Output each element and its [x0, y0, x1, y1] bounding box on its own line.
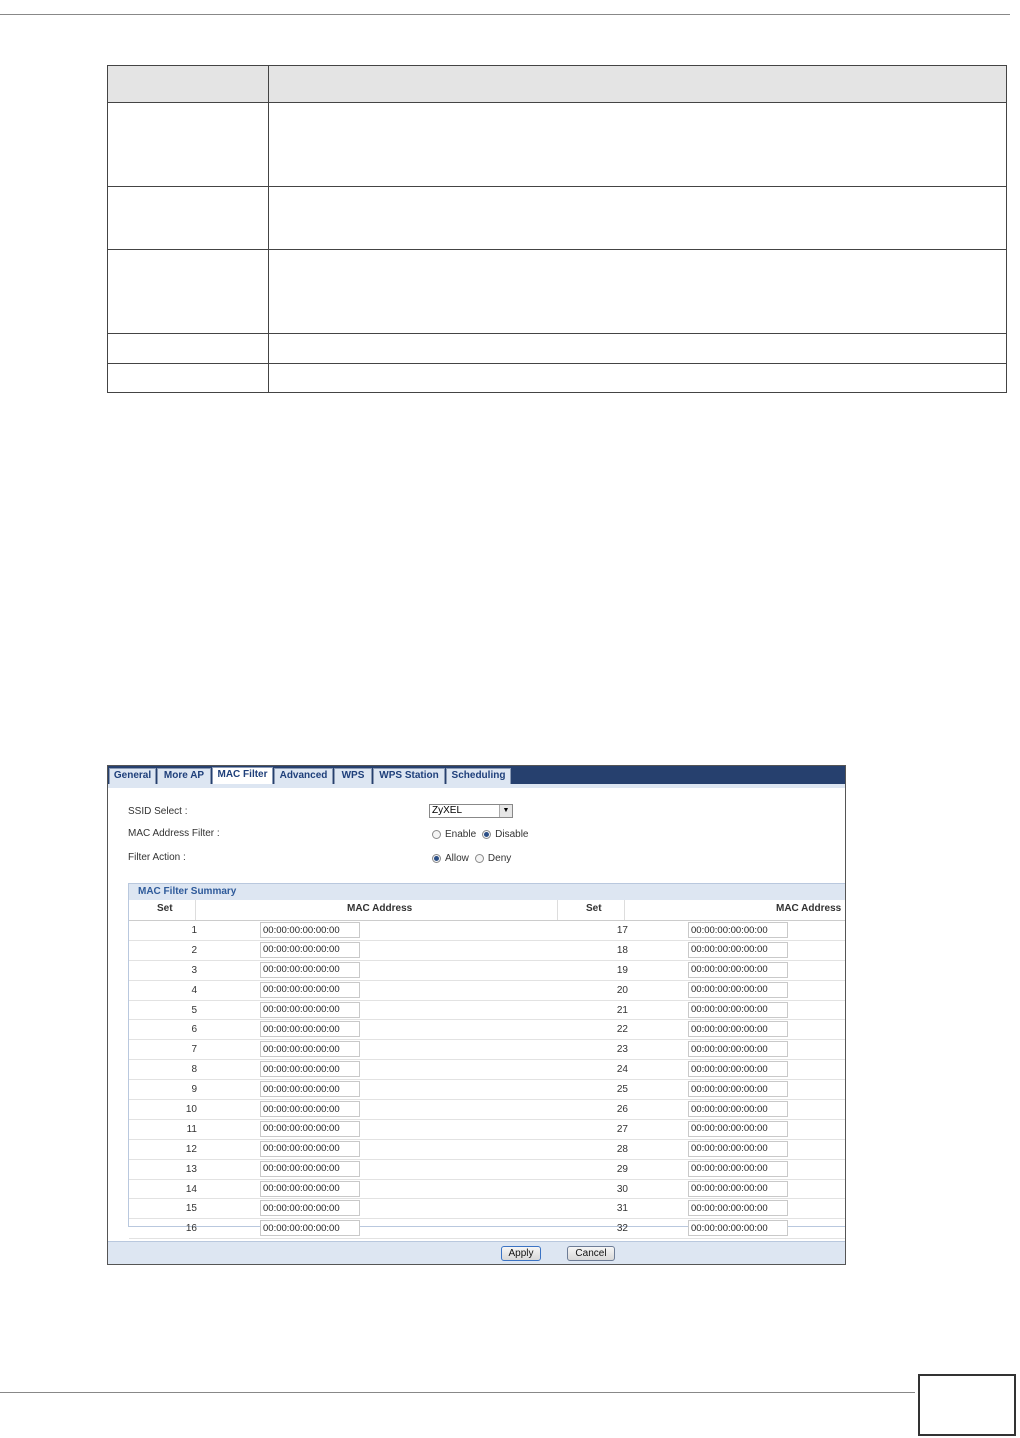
mac-address-input[interactable] [260, 1002, 360, 1018]
set-number: 2 [191, 944, 197, 956]
mac-address-input[interactable] [260, 962, 360, 978]
col-mac-right: MAC Address [776, 903, 842, 914]
table-row [129, 1219, 845, 1239]
filter-action-radio-group [432, 853, 517, 864]
set-number: 19 [616, 964, 628, 976]
footer-rule [0, 1392, 915, 1393]
table-row [129, 1060, 845, 1080]
mac-filter-summary [128, 883, 846, 1235]
table-row [108, 103, 1007, 187]
mac-address-input[interactable] [260, 1121, 360, 1137]
set-number: 12 [185, 1143, 197, 1155]
mac-address-input[interactable] [260, 1041, 360, 1057]
set-number: 11 [186, 1123, 197, 1135]
set-number: 3 [191, 964, 197, 976]
table-header-cell [269, 66, 1007, 103]
enable-radio[interactable] [432, 830, 441, 839]
mac-address-input[interactable] [688, 1021, 788, 1037]
filter-action-label: Filter Action : [128, 852, 186, 863]
mac-address-input[interactable] [260, 1181, 360, 1197]
table-row [129, 1199, 845, 1219]
mac-address-input[interactable] [688, 1161, 788, 1177]
mac-address-input[interactable] [688, 1181, 788, 1197]
deny-radio-label: Deny [487, 853, 512, 864]
set-number: 14 [185, 1183, 197, 1195]
mac-address-input[interactable] [688, 1200, 788, 1216]
set-number: 29 [616, 1163, 628, 1175]
tab-general[interactable]: General [109, 768, 156, 784]
mac-address-input[interactable] [688, 1141, 788, 1157]
table-row [129, 941, 845, 961]
tab-scheduling[interactable]: Scheduling [446, 768, 511, 784]
col-set-left: Set [157, 903, 173, 914]
table-header-cell [108, 66, 269, 103]
mac-address-input[interactable] [688, 1081, 788, 1097]
mac-address-input[interactable] [688, 1101, 788, 1117]
set-number: 20 [616, 984, 628, 996]
mac-address-input[interactable] [260, 1220, 360, 1236]
set-number: 23 [616, 1044, 628, 1056]
col-set-right: Set [586, 903, 602, 914]
ssid-select-label: SSID Select : [128, 806, 188, 817]
set-number: 13 [185, 1163, 197, 1175]
mac-address-input[interactable] [688, 1220, 788, 1236]
summary-table-header [129, 900, 845, 921]
allow-radio-label: Allow [445, 853, 469, 864]
set-number: 27 [616, 1123, 628, 1135]
table-row [129, 1100, 845, 1120]
disable-radio[interactable] [482, 830, 491, 839]
table-row [108, 334, 1007, 364]
set-number: 26 [616, 1104, 628, 1116]
set-number: 4 [191, 984, 197, 996]
table-row [108, 250, 1007, 334]
set-number: 22 [616, 1024, 628, 1036]
ssid-select[interactable] [429, 804, 513, 818]
mac-address-input[interactable] [260, 1101, 360, 1117]
tab-mac-filter[interactable]: MAC Filter [212, 767, 273, 784]
table-row [129, 1001, 845, 1021]
button-bar [108, 1241, 845, 1264]
set-number: 5 [191, 1004, 197, 1016]
tab-bar [108, 766, 845, 784]
table-row [108, 364, 1007, 393]
mac-address-input[interactable] [688, 922, 788, 938]
disable-radio-label: Disable [495, 829, 529, 840]
table-row [129, 1160, 845, 1180]
set-number: 15 [185, 1203, 197, 1215]
mac-address-input[interactable] [688, 1002, 788, 1018]
table-row [129, 981, 845, 1001]
deny-radio[interactable] [475, 854, 484, 863]
table-row [129, 1040, 845, 1060]
set-number: 9 [191, 1084, 197, 1096]
header-rule [0, 14, 1010, 15]
allow-radio[interactable] [432, 854, 441, 863]
table-row [129, 1020, 845, 1040]
summary-rows [129, 921, 845, 1239]
mac-address-input[interactable] [688, 942, 788, 958]
mac-address-input[interactable] [688, 1121, 788, 1137]
set-number: 1 [191, 925, 197, 936]
set-number: 30 [616, 1183, 628, 1195]
set-number: 24 [616, 1064, 628, 1076]
description-table-header [108, 66, 1007, 103]
set-number: 16 [185, 1223, 197, 1235]
mac-address-input[interactable] [260, 1061, 360, 1077]
apply-button[interactable]: Apply [501, 1246, 541, 1261]
mac-filter-screen [107, 765, 846, 1265]
mac-address-input[interactable] [688, 1041, 788, 1057]
mac-address-input[interactable] [688, 982, 788, 998]
summary-title: MAC Filter Summary [129, 884, 845, 900]
mac-address-input[interactable] [260, 1161, 360, 1177]
table-row [129, 1140, 845, 1160]
table-row [129, 1180, 845, 1200]
content-area [108, 784, 845, 1242]
chevron-down-icon[interactable]: ▼ [499, 805, 512, 817]
tab-wps[interactable]: WPS [334, 768, 372, 784]
set-number: 7 [191, 1044, 197, 1056]
mac-address-input[interactable] [260, 1141, 360, 1157]
set-number: 21 [616, 1004, 628, 1016]
mac-address-input[interactable] [260, 982, 360, 998]
enable-radio-label: Enable [445, 829, 477, 840]
mac-address-filter-label: MAC Address Filter : [128, 828, 220, 839]
mac-address-input[interactable] [260, 1021, 360, 1037]
table-row [108, 187, 1007, 250]
table-row [129, 1080, 845, 1100]
tab-advanced[interactable]: Advanced [274, 768, 333, 784]
tab-more-ap[interactable]: More AP [157, 768, 211, 784]
mac-address-input[interactable] [260, 942, 360, 958]
ssid-select-value: ZyXEL [432, 805, 463, 816]
mac-filter-radio-group [432, 829, 535, 840]
description-table [107, 65, 1007, 393]
set-number: 6 [191, 1024, 197, 1036]
mac-address-input[interactable] [260, 922, 360, 938]
set-number: 10 [185, 1104, 197, 1116]
set-number: 25 [616, 1084, 628, 1096]
mac-address-input[interactable] [260, 1200, 360, 1216]
set-number: 18 [616, 944, 628, 956]
table-row [129, 961, 845, 981]
table-row [129, 921, 845, 941]
set-number: 31 [616, 1203, 628, 1215]
page-number-box [918, 1374, 1016, 1436]
set-number: 32 [616, 1223, 628, 1235]
mac-address-input[interactable] [260, 1081, 360, 1097]
mac-address-input[interactable] [688, 1061, 788, 1077]
set-number: 8 [191, 1064, 197, 1076]
col-mac-left: MAC Address [347, 903, 413, 914]
mac-address-input[interactable] [688, 962, 788, 978]
cancel-button[interactable]: Cancel [567, 1246, 615, 1261]
set-number: 17 [616, 925, 628, 936]
table-row [129, 1120, 845, 1140]
set-number: 28 [616, 1143, 628, 1155]
tab-wps-station[interactable]: WPS Station [373, 768, 445, 784]
